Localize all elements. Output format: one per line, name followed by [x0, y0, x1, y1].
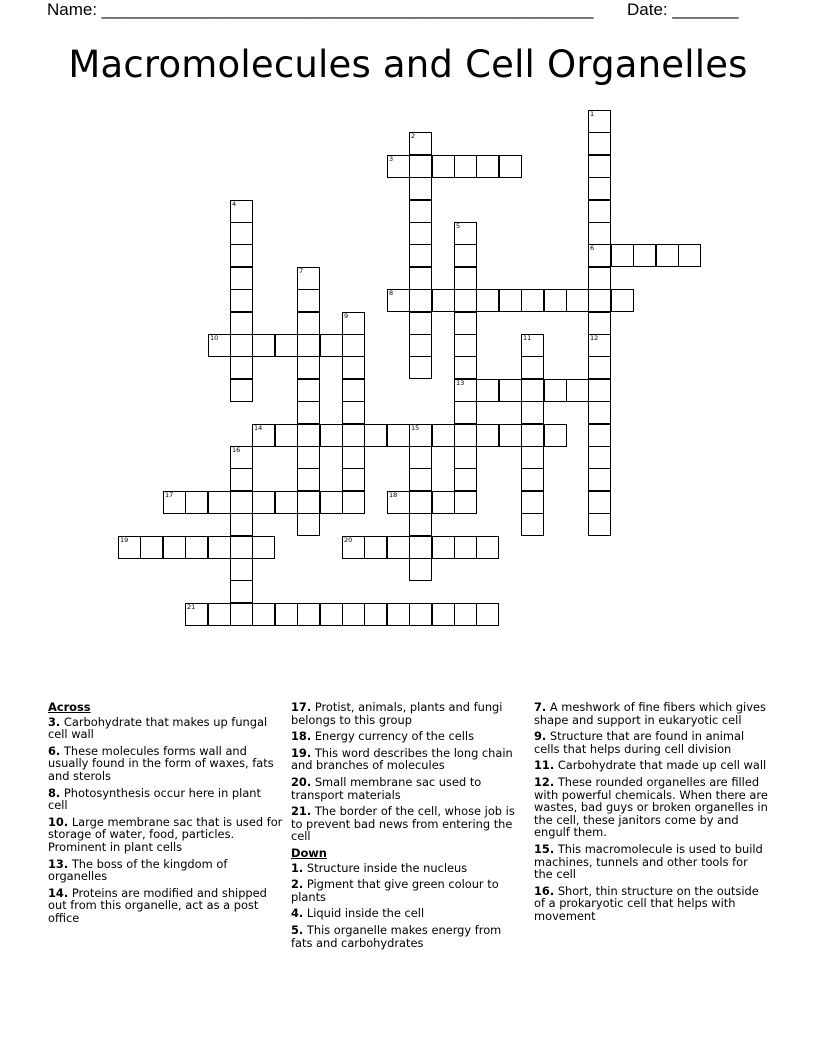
- crossword-cell[interactable]: [454, 446, 477, 469]
- clue-number-label: 10: [210, 334, 219, 342]
- crossword-cell[interactable]: [678, 244, 701, 267]
- crossword-cell[interactable]: [342, 424, 365, 447]
- crossword-cell[interactable]: [185, 536, 208, 559]
- crossword-cell[interactable]: [566, 379, 589, 402]
- crossword-cell[interactable]: [320, 603, 343, 626]
- clue-number-label: 11: [523, 334, 532, 342]
- crossword-cell[interactable]: [297, 513, 320, 536]
- crossword-cell[interactable]: [118, 536, 141, 559]
- crossword-cell[interactable]: [521, 491, 544, 514]
- crossword-cell[interactable]: [342, 603, 365, 626]
- crossword-cell[interactable]: [588, 379, 611, 402]
- crossword-cell[interactable]: [454, 244, 477, 267]
- crossword-cell[interactable]: [297, 491, 320, 514]
- crossword-cell[interactable]: [409, 267, 432, 290]
- crossword-cell[interactable]: [476, 379, 499, 402]
- crossword-cell[interactable]: [275, 334, 298, 357]
- crossword-cell[interactable]: [297, 289, 320, 312]
- page-title: Macromolecules and Cell Organelles: [68, 43, 748, 86]
- clue-number-label: 5: [456, 222, 461, 230]
- crossword-cell[interactable]: [252, 424, 275, 447]
- crossword-cell[interactable]: [364, 536, 387, 559]
- crossword-cell[interactable]: [208, 603, 231, 626]
- crossword-cell[interactable]: [588, 446, 611, 469]
- crossword-cell[interactable]: [275, 491, 298, 514]
- crossword-cell[interactable]: [297, 446, 320, 469]
- crossword-cell[interactable]: [364, 603, 387, 626]
- crossword-cell[interactable]: [588, 244, 611, 267]
- crossword-cell[interactable]: [588, 356, 611, 379]
- crossword-cell[interactable]: [476, 289, 499, 312]
- clue-number-label: 21: [187, 603, 196, 611]
- crossword-cell[interactable]: [208, 536, 231, 559]
- crossword-cell[interactable]: [409, 222, 432, 245]
- crossword-cell[interactable]: [454, 222, 477, 245]
- crossword-cell[interactable]: [521, 289, 544, 312]
- crossword-cell[interactable]: [588, 289, 611, 312]
- crossword-cell[interactable]: [521, 356, 544, 379]
- clue-across-20: 20. Small membrane sac used to transport materials: [291, 774, 482, 802]
- crossword-cell[interactable]: [409, 558, 432, 581]
- crossword-cell[interactable]: [432, 424, 455, 447]
- crossword-cell[interactable]: [588, 267, 611, 290]
- crossword-cell[interactable]: [163, 491, 186, 514]
- crossword-cell[interactable]: [476, 536, 499, 559]
- crossword-cell[interactable]: [544, 289, 567, 312]
- clue-down-2: 2. Pigment that give green colour to plants: [291, 877, 499, 904]
- crossword-cell[interactable]: [454, 424, 477, 447]
- clue-down-16: 16. Short, thin structure on the outside of a prokaryotic cell that helps with movement: [534, 883, 759, 923]
- clue-across-3: 3. Carbohydrate that makes up fungal cell wall: [48, 714, 268, 742]
- crossword-cell[interactable]: [230, 244, 253, 267]
- crossword-cell[interactable]: [454, 491, 477, 514]
- clue-column-1: [48, 701, 284, 929]
- crossword-cell[interactable]: [208, 491, 231, 514]
- date-field-label[interactable]: Date: _______: [627, 0, 739, 19]
- crossword-cell[interactable]: [364, 424, 387, 447]
- crossword-cell[interactable]: [544, 424, 567, 447]
- crossword-cell[interactable]: [163, 536, 186, 559]
- clue-down-4: 4. Liquid inside the cell: [291, 906, 425, 921]
- crossword-cell[interactable]: [432, 536, 455, 559]
- crossword-cell[interactable]: [297, 334, 320, 357]
- crossword-cell[interactable]: [230, 222, 253, 245]
- crossword-cell[interactable]: [454, 468, 477, 491]
- crossword-cell[interactable]: [454, 356, 477, 379]
- crossword-cell[interactable]: [432, 289, 455, 312]
- crossword-cell[interactable]: [342, 491, 365, 514]
- crossword-cell[interactable]: [409, 289, 432, 312]
- crossword-cell[interactable]: [230, 200, 253, 223]
- clue-down-9: 9. Structure that are found in animal cells that helps during cell division: [534, 729, 745, 756]
- crossword-cell[interactable]: [499, 379, 522, 402]
- crossword-cell[interactable]: [342, 468, 365, 491]
- crossword-cell[interactable]: [387, 424, 410, 447]
- clue-number-label: 15: [411, 424, 420, 432]
- crossword-cell[interactable]: [499, 289, 522, 312]
- crossword-cell[interactable]: [387, 155, 410, 178]
- crossword-cell[interactable]: [588, 401, 611, 424]
- crossword-cell[interactable]: [320, 491, 343, 514]
- clue-across-13: 13. The boss of the kingdom of organelles: [48, 856, 228, 884]
- crossword-cell[interactable]: [454, 267, 477, 290]
- clue-number-label: 12: [590, 334, 599, 342]
- clue-down-12: 12. These rounded organelles are filled with powerful chemicals. When there are wastes, bad guys or broken organelles in the cell, these janitors come by and engulf them.: [534, 774, 768, 840]
- crossword-cell[interactable]: [230, 513, 253, 536]
- crossword-cell[interactable]: [230, 312, 253, 335]
- crossword-cell[interactable]: [588, 200, 611, 223]
- crossword-cell[interactable]: [230, 580, 253, 603]
- crossword-cell[interactable]: [588, 222, 611, 245]
- crossword-cell[interactable]: [409, 356, 432, 379]
- clue-column-2: [291, 701, 521, 953]
- crossword-cell[interactable]: [588, 177, 611, 200]
- crossword-cell[interactable]: [342, 536, 365, 559]
- crossword-cell[interactable]: [252, 491, 275, 514]
- crossword-cell[interactable]: [230, 289, 253, 312]
- crossword-cell[interactable]: [499, 424, 522, 447]
- crossword-cell[interactable]: [297, 356, 320, 379]
- crossword-cell[interactable]: [342, 312, 365, 335]
- crossword-cell[interactable]: [252, 334, 275, 357]
- crossword-cell[interactable]: [588, 513, 611, 536]
- clue-number-label: 14: [254, 424, 263, 432]
- crossword-cell[interactable]: [588, 110, 611, 133]
- clue-number-label: 20: [344, 536, 353, 544]
- across-heading: Across: [48, 700, 91, 714]
- crossword-cell[interactable]: [185, 603, 208, 626]
- crossword-cell[interactable]: [409, 491, 432, 514]
- crossword-cell[interactable]: [342, 356, 365, 379]
- crossword-cell[interactable]: [409, 334, 432, 357]
- name-field-label[interactable]: Name: ____________________________________________________: [47, 0, 594, 19]
- clue-across-8: 8. Photosynthesis occur here in plant cell: [48, 785, 261, 813]
- clue-across-17: 17. Protist, animals, plants and fungi belongs to this group: [291, 700, 503, 727]
- crossword-cell[interactable]: [409, 132, 432, 155]
- crossword-cell[interactable]: [454, 334, 477, 357]
- clue-across-10: 10. Large membrane sac that is used for storage of water, food, particles. Prominent in plant cells: [48, 814, 283, 854]
- clue-across-19: 19. This word describes the long chain and branches of molecules: [291, 745, 513, 773]
- clue-down-15: 15. This macromolecule is used to build machines, tunnels and other tools for the cell: [534, 841, 763, 882]
- crossword-cell[interactable]: [544, 379, 567, 402]
- crossword-cell[interactable]: [342, 379, 365, 402]
- crossword-cell[interactable]: [140, 536, 163, 559]
- crossword-cell[interactable]: [409, 603, 432, 626]
- clue-column-3: [534, 701, 770, 927]
- crossword-cell[interactable]: [432, 603, 455, 626]
- crossword-cell[interactable]: [342, 401, 365, 424]
- crossword-cell[interactable]: [521, 424, 544, 447]
- clue-across-21: 21. The border of the cell, whose job is to prevent bad news from entering the cell: [291, 804, 515, 844]
- clue-number-label: 19: [120, 536, 129, 544]
- crossword-cell[interactable]: [588, 155, 611, 178]
- clue-number-label: 7: [299, 267, 304, 275]
- crossword-cell[interactable]: [409, 177, 432, 200]
- crossword-cell[interactable]: [432, 491, 455, 514]
- crossword-cell[interactable]: [454, 536, 477, 559]
- crossword-cell[interactable]: [499, 155, 522, 178]
- crossword-cell[interactable]: [521, 513, 544, 536]
- clue-across-14: 14. Proteins are modified and shipped out from this organelle, act as a post office: [48, 885, 267, 925]
- crossword-cell[interactable]: [611, 289, 634, 312]
- clue-number-label: 18: [389, 491, 398, 499]
- crossword-cell[interactable]: [409, 312, 432, 335]
- crossword-cell[interactable]: [230, 603, 253, 626]
- clue-across-6: 6. These molecules forms wall and usually found in the form of waxes, fats and sterols: [48, 743, 274, 783]
- crossword-cell[interactable]: [476, 155, 499, 178]
- crossword-cell[interactable]: [230, 536, 253, 559]
- crossword-cell[interactable]: [230, 468, 253, 491]
- crossword-cell[interactable]: [633, 244, 656, 267]
- crossword-cell[interactable]: [476, 603, 499, 626]
- clue-number-label: 16: [232, 446, 241, 454]
- crossword-cell[interactable]: [454, 155, 477, 178]
- crossword-cell[interactable]: [521, 401, 544, 424]
- crossword-cell[interactable]: [409, 446, 432, 469]
- crossword-cell[interactable]: [252, 536, 275, 559]
- crossword-cell[interactable]: [230, 446, 253, 469]
- crossword-cell[interactable]: [230, 558, 253, 581]
- crossword-cell[interactable]: [409, 536, 432, 559]
- clue-number-label: 13: [456, 379, 465, 387]
- crossword-cell[interactable]: [297, 267, 320, 290]
- crossword-cell[interactable]: [588, 491, 611, 514]
- clue-across-18: 18. Energy currency of the cells: [291, 729, 475, 744]
- crossword-cell[interactable]: [185, 491, 208, 514]
- crossword-cell[interactable]: [588, 468, 611, 491]
- crossword-cell[interactable]: [320, 334, 343, 357]
- down-heading: Down: [291, 845, 327, 860]
- crossword-cell[interactable]: [432, 155, 455, 178]
- crossword-cell[interactable]: [252, 603, 275, 626]
- crossword-cell[interactable]: [230, 334, 253, 357]
- crossword-cell[interactable]: [454, 312, 477, 335]
- crossword-cell[interactable]: [230, 379, 253, 402]
- clue-number-label: 9: [344, 312, 349, 320]
- clue-down-7: 7. A meshwork of fine fibers which gives shape and support in eukaryotic cell: [534, 700, 766, 727]
- crossword-cell[interactable]: [230, 267, 253, 290]
- crossword-cell[interactable]: [588, 424, 611, 447]
- crossword-cell[interactable]: [387, 491, 410, 514]
- crossword-cell[interactable]: [387, 289, 410, 312]
- crossword-cell[interactable]: [521, 379, 544, 402]
- crossword-cell[interactable]: [611, 244, 634, 267]
- crossword-cell[interactable]: [275, 603, 298, 626]
- crossword-cell[interactable]: [566, 289, 589, 312]
- crossword-cell[interactable]: [409, 244, 432, 267]
- crossword-cell[interactable]: [297, 424, 320, 447]
- crossword-cell[interactable]: [454, 603, 477, 626]
- crossword-cell[interactable]: [409, 424, 432, 447]
- crossword-cell[interactable]: [409, 513, 432, 536]
- clue-down-5: 5. This organelle makes energy from fats and carbohydrates: [291, 922, 502, 950]
- crossword-cell[interactable]: [521, 468, 544, 491]
- crossword-cell[interactable]: [588, 132, 611, 155]
- crossword-cell[interactable]: [297, 603, 320, 626]
- crossword-cell[interactable]: [454, 401, 477, 424]
- clue-number-label: 17: [165, 491, 174, 499]
- crossword-cell[interactable]: [588, 334, 611, 357]
- crossword-cell[interactable]: [230, 356, 253, 379]
- crossword-cell[interactable]: [342, 446, 365, 469]
- clue-number-label: 2: [411, 132, 416, 140]
- crossword-cell[interactable]: [208, 334, 231, 357]
- clue-number-label: 8: [389, 289, 394, 297]
- crossword-cell[interactable]: [409, 200, 432, 223]
- clue-down-11: 11. Carbohydrate that made up cell wall: [534, 758, 767, 773]
- crossword-cell[interactable]: [297, 468, 320, 491]
- crossword-cell[interactable]: [521, 334, 544, 357]
- crossword-cell[interactable]: [588, 312, 611, 335]
- clue-number-label: 6: [590, 244, 595, 252]
- crossword-cell[interactable]: [297, 312, 320, 335]
- crossword-cell[interactable]: [656, 244, 679, 267]
- crossword-cell[interactable]: [275, 424, 298, 447]
- crossword-cell[interactable]: [521, 446, 544, 469]
- clue-down-1: 1. Structure inside the nucleus: [291, 860, 468, 875]
- crossword-cell[interactable]: [342, 334, 365, 357]
- crossword-cell[interactable]: [387, 536, 410, 559]
- crossword-cell[interactable]: [297, 401, 320, 424]
- clue-number-label: 3: [389, 155, 394, 163]
- crossword-cell[interactable]: [476, 424, 499, 447]
- crossword-cell[interactable]: [454, 289, 477, 312]
- crossword-cell[interactable]: [320, 424, 343, 447]
- crossword-cell[interactable]: [409, 468, 432, 491]
- crossword-cell[interactable]: [297, 379, 320, 402]
- clue-number-label: 4: [232, 200, 237, 208]
- crossword-cell[interactable]: [454, 379, 477, 402]
- crossword-cell[interactable]: [387, 603, 410, 626]
- crossword-cell[interactable]: [230, 491, 253, 514]
- clue-number-label: 1: [590, 110, 595, 118]
- crossword-cell[interactable]: [409, 155, 432, 178]
